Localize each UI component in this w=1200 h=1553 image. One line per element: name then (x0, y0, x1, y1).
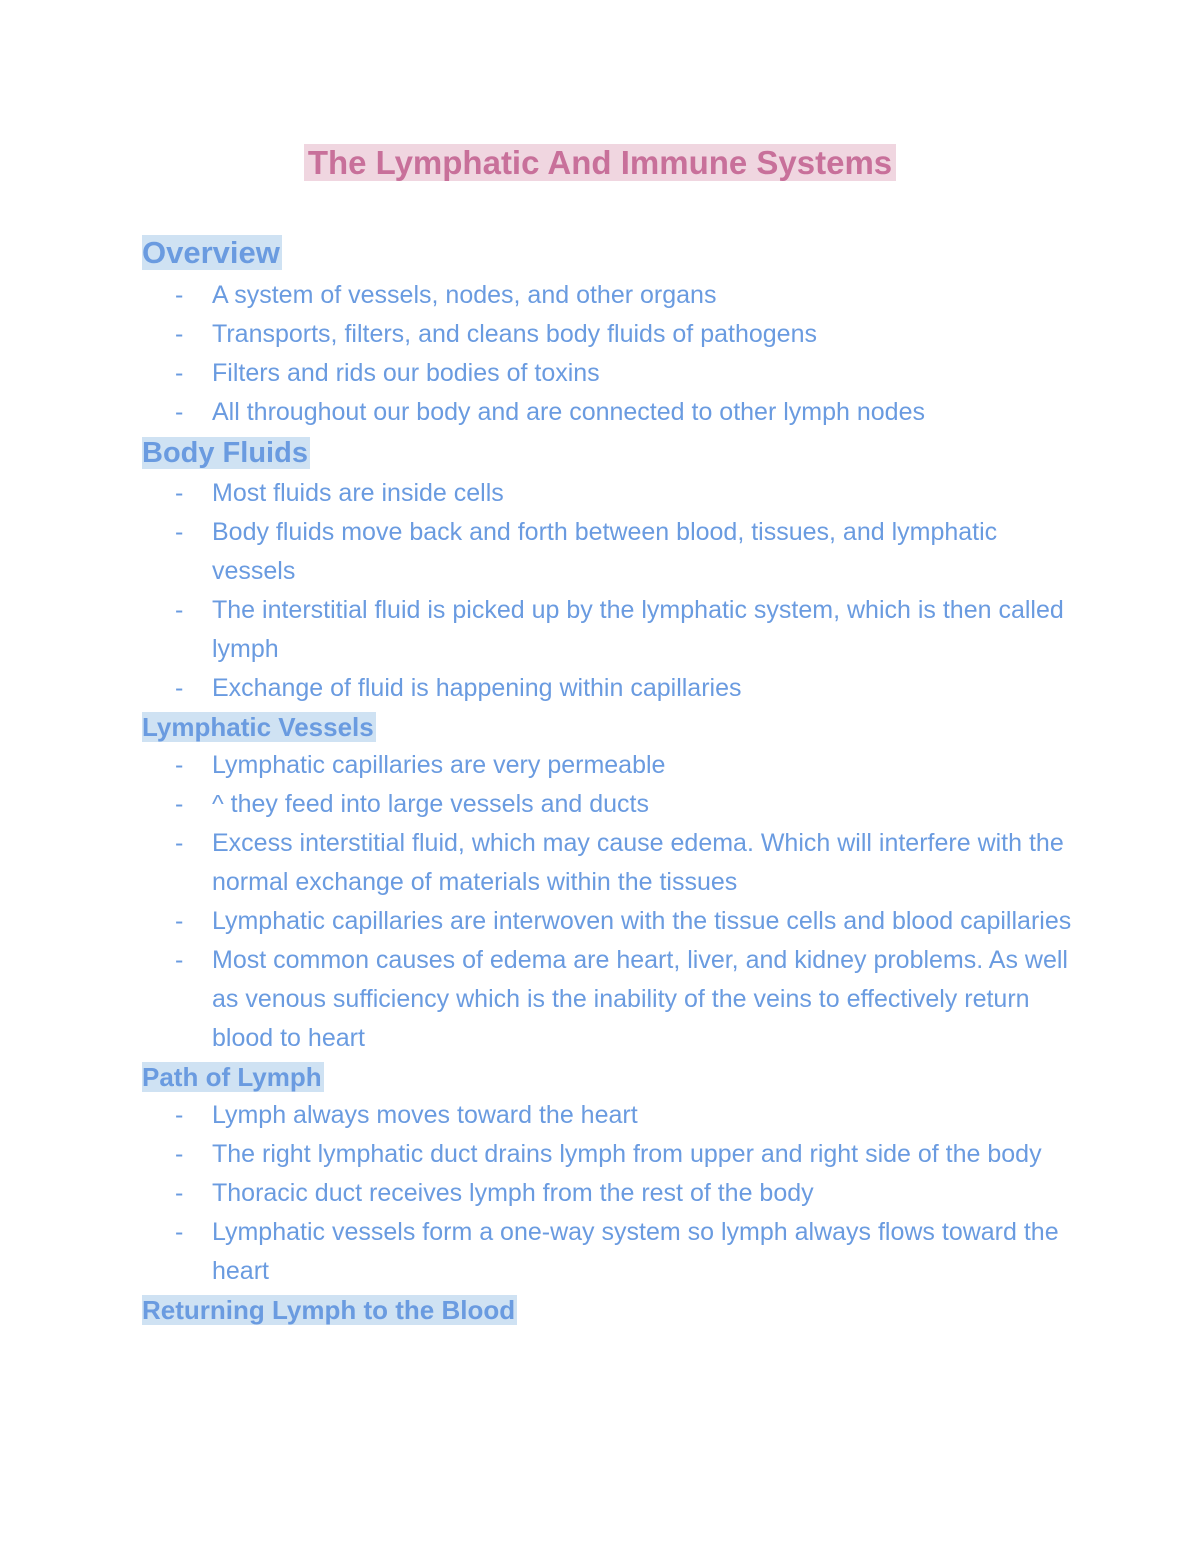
list-item: - Transports, filters, and cleans body fluids of pathogens (175, 320, 817, 348)
list-item: - Filters and rids our bodies of toxins (175, 359, 600, 387)
document-body (142, 230, 1082, 1329)
section-list-lymphatic-vessels (142, 746, 1082, 1058)
list-item: - Thoracic duct receives lymph from the rest of the body (175, 1179, 814, 1207)
section-heading-body-fluids: Body Fluids (142, 437, 308, 469)
list-item: - ^ they feed into large vessels and ducts (175, 790, 649, 818)
document-title-text: The Lymphatic And Immune Systems (304, 144, 896, 181)
list-item: - All throughout our body and are connected to other lymph nodes (175, 398, 925, 426)
section-heading-overview: Overview (142, 235, 280, 270)
document-title (0, 141, 1200, 185)
list-item: - Most fluids are inside cells (175, 479, 504, 507)
list-item: - Lymphatic capillaries are interwoven with the tissue cells and blood capillaries (175, 907, 1072, 935)
section-heading-lymphatic-vessels: Lymphatic Vessels (142, 712, 374, 742)
section-list-body-fluids (142, 474, 1082, 708)
list-item: - A system of vessels, nodes, and other organs (175, 281, 717, 309)
section-heading-returning-lymph: Returning Lymph to the Blood (142, 1295, 516, 1325)
list-item: - Lymphatic vessels form a one-way system so lymph always flows toward the heart (175, 1218, 1059, 1285)
list-item: - Excess interstitial fluid, which may cause edema. Which will interfere with the normal exchange of materials within the tissues (175, 829, 1064, 896)
section-list-path-of-lymph (142, 1096, 1082, 1291)
list-item: - Exchange of fluid is happening within capillaries (175, 674, 742, 702)
section-list-overview (142, 276, 1082, 432)
list-item: - Lymph always moves toward the heart (175, 1101, 638, 1129)
list-item: - Lymphatic capillaries are very permeable (175, 751, 666, 779)
list-item: - Body fluids move back and forth between blood, tissues, and lymphatic vessels (175, 518, 998, 585)
list-item: - The interstitial fluid is picked up by the lymphatic system, which is then called lymph (175, 596, 1064, 663)
list-item: - Most common causes of edema are heart, liver, and kidney problems. As well as venous sufficiency which is the inability of the veins to effectively return blood to heart (175, 946, 1068, 1052)
list-item: - The right lymphatic duct drains lymph from upper and right side of the body (175, 1140, 1042, 1168)
section-heading-path-of-lymph: Path of Lymph (142, 1062, 322, 1092)
